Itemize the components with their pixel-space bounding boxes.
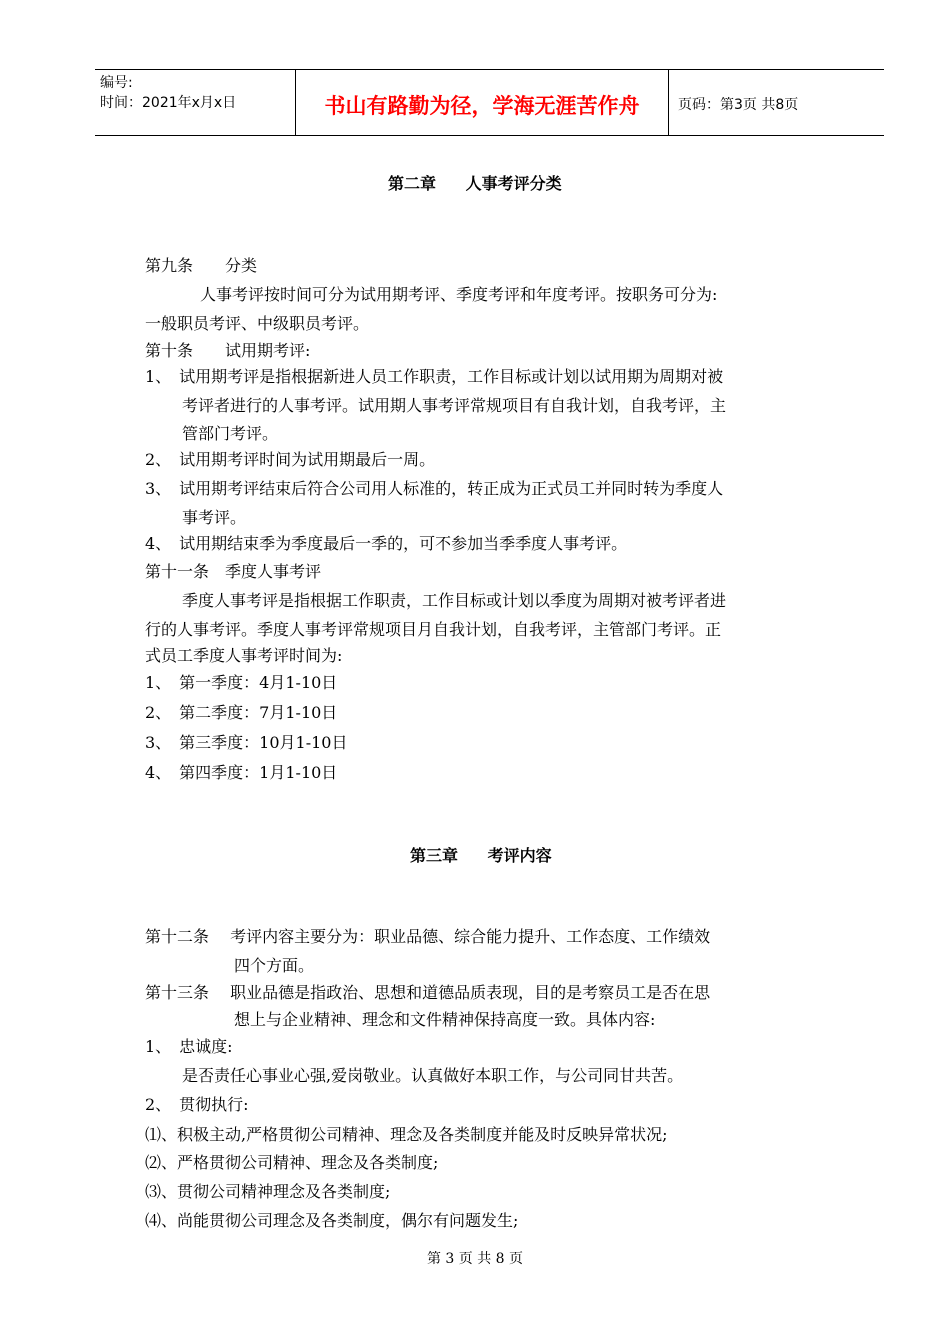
article-11-heading: 第十一条 季度人事考评 (145, 562, 322, 581)
list-item: 2、 贯彻执行: (145, 1095, 249, 1114)
article-10-heading: 第十条 试用期考评: (145, 341, 311, 360)
header-motto: 书山有路勤为径，学海无涯苦作舟 (324, 94, 640, 118)
sub-list-item: ⑷、尚能贯彻公司理念及各类制度，偶尔有问题发生; (145, 1211, 519, 1230)
list-item: 1、 忠诚度: (145, 1037, 233, 1056)
sub-list-item: ⑴、积极主动,严格贯彻公司精神、理念及各类制度并能及时反映异常状况; (145, 1125, 668, 1144)
list-item: 3、 试用期考评结束后符合公司用人标准的，转正成为正式员工并同时转为季度人 (145, 479, 724, 498)
header-bottom-rule (95, 135, 884, 136)
body-line: 行的人事考评。季度人事考评常规项目月自我计划，自我考评，主管部门考评。正 (145, 620, 722, 639)
header-divider-2 (668, 69, 669, 136)
list-item: 2、 试用期考评时间为试用期最后一周。 (145, 450, 436, 469)
chapter-2-number: 第二章 (388, 174, 437, 193)
page-footer: 第 3 页 共 8 页 (426, 1251, 524, 1267)
list-item: 1、 第一季度：4月1-10日 (145, 673, 338, 692)
body-line: 季度人事考评是指根据工作职责，工作目标或计划以季度为周期对被考评者进 (182, 591, 727, 610)
list-item: 1、 试用期考评是指根据新进人员工作职责，工作目标或计划以试用期为周期对被 (145, 367, 724, 386)
list-item-continued: 事考评。 (182, 508, 247, 527)
chapter-3-name: 考评内容 (487, 846, 552, 865)
list-item: 4、 第四季度：1月1-10日 (145, 763, 338, 782)
list-item: 2、 第二季度：7月1-10日 (145, 703, 338, 722)
list-item-continued: 考评者进行的人事考评。试用期人事考评常规项目有自我计划，自我考评，主 (182, 396, 727, 415)
chapter-3-number: 第三章 (410, 846, 459, 865)
article-12-heading: 第十二条 考评内容主要分为：职业品德、综合能力提升、工作态度、工作绩效 (145, 927, 711, 946)
body-line: 想上与企业精神、理念和文件精神保持高度一致。具体内容: (234, 1010, 656, 1029)
body-line: 式员工季度人事考评时间为: (145, 646, 343, 665)
sub-list-item: ⑶、贯彻公司精神理念及各类制度; (145, 1182, 391, 1201)
list-item: 4、 试用期结束季为季度最后一季的，可不参加当季季度人事考评。 (145, 534, 628, 553)
body-line: 是否责任心事业心强,爱岗敬业。认真做好本职工作，与公司同甘共苦。 (182, 1066, 684, 1085)
chapter-2-name: 人事考评分类 (465, 174, 562, 193)
doc-number-label: 编号: (100, 75, 133, 91)
list-item: 3、 第三季度：10月1-10日 (145, 733, 348, 752)
chapter-2-title (388, 171, 562, 194)
doc-time-label: 时间：2021年x月x日 (100, 95, 237, 111)
body-line: 四个方面。 (234, 956, 315, 975)
article-9-heading: 第九条 分类 (145, 256, 258, 275)
header-top-rule (95, 69, 884, 70)
header-page-number: 页码：第3页 共8页 (678, 97, 799, 113)
body-line: 人事考评按时间可分为试用期考评、季度考评和年度考评。按职务可分为: (200, 285, 718, 304)
article-13-heading: 第十三条 职业品德是指政治、思想和道德品质表现，目的是考察员工是否在思 (145, 983, 711, 1002)
sub-list-item: ⑵、严格贯彻公司精神、理念及各类制度; (145, 1153, 439, 1172)
list-item-continued: 管部门考评。 (182, 424, 279, 443)
body-line: 一般职员考评、中级职员考评。 (145, 314, 370, 333)
chapter-3-title (410, 843, 552, 866)
